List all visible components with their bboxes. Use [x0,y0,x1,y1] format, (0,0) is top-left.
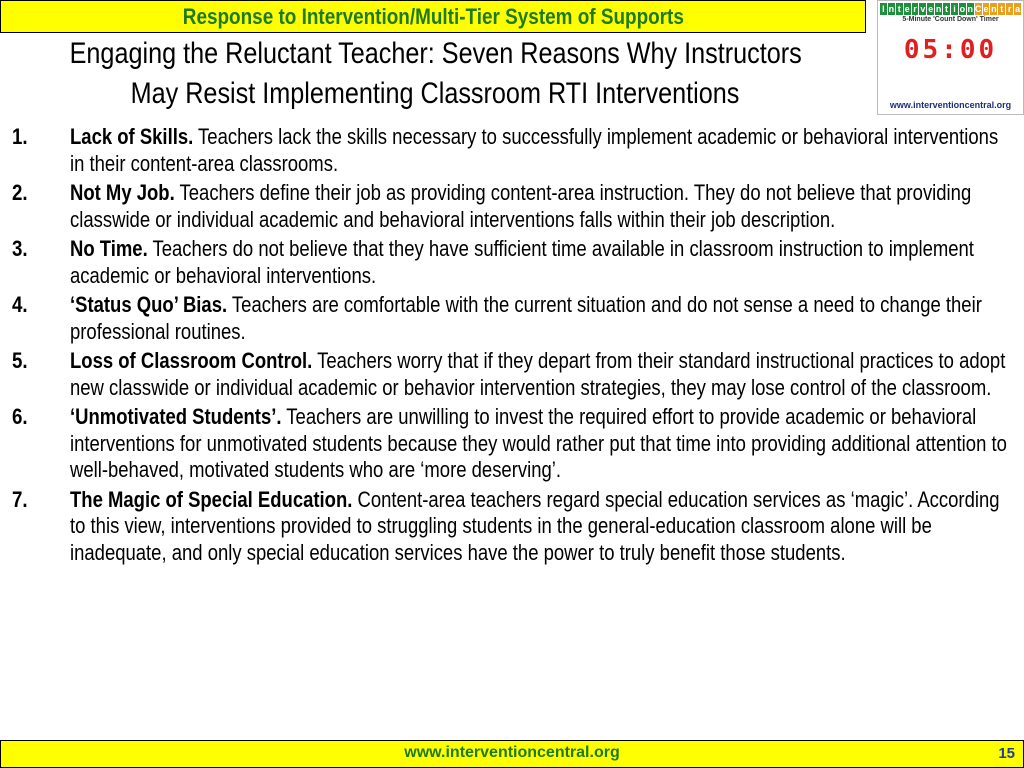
item-body [70,292,1015,345]
countdown-timer-widget [877,0,1024,115]
list-item [12,348,1022,401]
logo-letter: e [983,4,989,14]
logo-letter: t [897,4,901,14]
item-body [70,487,1015,567]
list-item [12,292,1022,345]
list-item [12,404,1022,484]
logo-letter: r [913,4,917,14]
logo-letter: n [967,4,973,14]
logo-letter: t [945,4,949,14]
item-number: 4. [12,292,28,317]
item-number: 7. [12,486,28,512]
item-number: 3. [12,236,28,261]
item-lead: ‘Status Quo’ Bias. [70,292,228,317]
item-body [70,124,1015,177]
logo-letter: n [935,4,942,14]
item-body [70,404,1015,484]
list-item [12,180,1022,233]
banner-text: Response to Intervention/Multi-Tier System of Supports [182,3,684,29]
item-number: 6. [12,404,28,429]
item-text: Content-area teachers regard special education services as ‘magic’. According to this view, interventions provided to struggling students in the general-education classroom alone will be inadequate, and only special education services have the power to truly benefit those students. [70,486,1000,565]
item-body [70,236,1015,289]
item-lead: Not My Job. [70,180,175,205]
title-line-1: Engaging the Reluctant Teacher: Seven Reasons Why Instructors [69,37,802,70]
logo-letter: n [888,4,895,14]
logo-letter: I [880,3,887,15]
logo-letter: e [904,4,910,14]
title-line-2: May Resist Implementing Classroom RTI Interventions [130,77,740,110]
item-text: Teachers define their job as providing content-area instruction. They do not believe that providing classwide or individual academic and behavioral interventions falls within their job description. [70,180,972,232]
logo-letter: C [974,4,982,14]
header-banner [0,0,866,33]
footer-url: www.interventioncentral.org [404,744,620,761]
logo-letter: v [920,4,926,14]
logo-letter: a [1015,4,1021,14]
timer-subtitle: 5-Minute 'Count Down' Timer [902,16,999,23]
logo-letter: n [991,4,997,14]
logo-letter: i [951,3,958,15]
list-item [12,236,1022,289]
item-text: Teachers lack the skills necessary to successfully implement academic or behavioral interventions in their content-area classrooms. [70,124,999,176]
item-text: Teachers are comfortable with the current situation and do not sense a need to change their professional routines. [70,292,982,344]
item-text: Teachers worry that if they depart from their standard instructional practices to adopt new classwide or individual academic or behavior intervention strategies, they may lose control of the classroom. [70,348,1006,400]
page-number: 15 [998,745,1015,762]
list-item [12,487,1022,567]
logo-letter: r [1007,4,1012,14]
slide-title [0,34,870,114]
item-lead: No Time. [70,236,148,261]
item-lead: Loss of Classroom Control. [70,348,313,373]
timer-url: www.interventioncentral.org [889,100,1012,110]
item-body [70,180,1015,233]
footer-bar [0,740,1024,768]
item-text: Teachers do not believe that they have sufficient time available in classroom instruction to implement academic or behavioral interventions. [70,236,974,288]
reasons-list [12,124,1022,569]
item-lead: The Magic of Special Education. [70,486,353,512]
item-number: 1. [12,124,28,149]
logo-letter: t [1000,4,1004,14]
item-body [70,348,1015,401]
logo-letter: o [959,4,966,14]
item-number: 5. [12,348,28,373]
timer-display: 05:00 [903,35,998,65]
item-lead: ‘Unmotivated Students’. [70,404,282,429]
intervention-central-logo [880,3,1021,15]
item-lead: Lack of Skills. [70,124,194,149]
item-number: 2. [12,180,28,205]
list-item [12,124,1022,177]
item-text: Teachers are unwilling to invest the required effort to provide academic or behavioral interventions for unmotivated students because they would rather put that time into providing additional attention to well-behaved, motivated students who are ‘more deserving’. [70,404,1007,482]
logo-letter: e [928,4,934,14]
